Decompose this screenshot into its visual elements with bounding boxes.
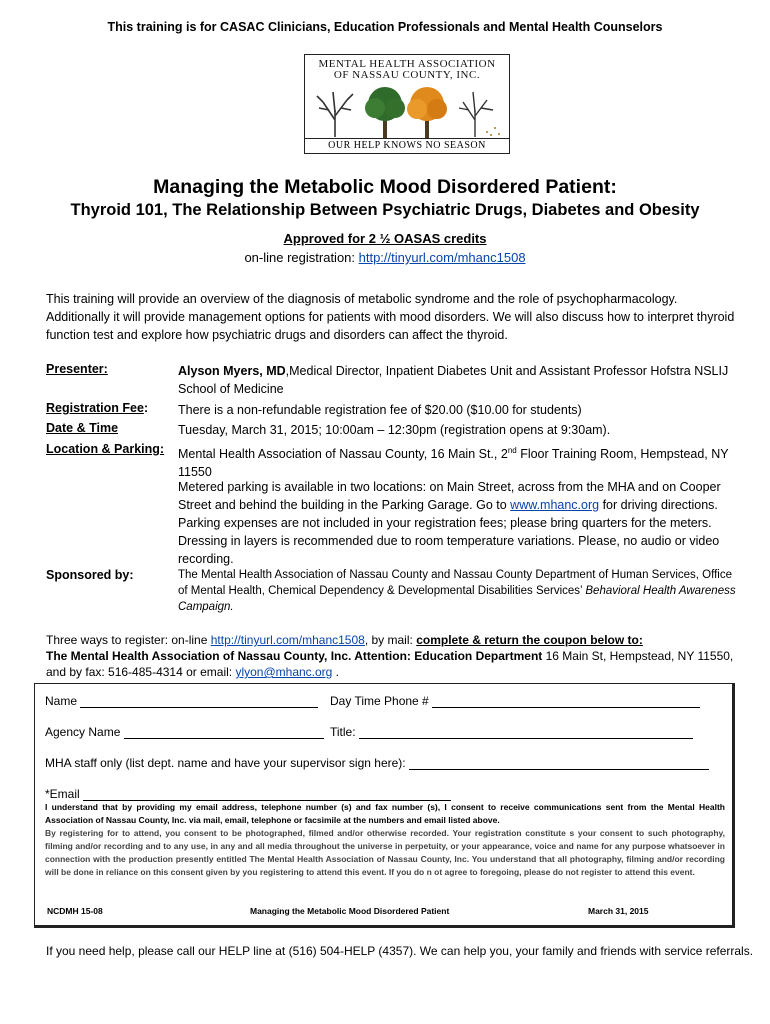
sponsor-text-b: Behavioral Health Awareness Campaign.: [178, 585, 736, 613]
register-ways-a: Three ways to register: on-line: [46, 633, 211, 647]
register-info: [46, 632, 746, 680]
helpline-note: If you need help, please call our HELP line at (516) 504-HELP (4357). We can help you, your family and friends with service referrals.: [46, 944, 754, 958]
register-fax-b: .: [332, 665, 340, 679]
date-label: Date & Time: [46, 421, 119, 435]
sponsor-value: [178, 567, 738, 615]
mha-staff-label: MHA staff only (list dept. name and have your supervisor sign here):: [45, 756, 406, 770]
register-fax: [46, 664, 746, 680]
parking-text-a: Metered parking is available in two locations: on Main Street, across from the MHA and on Cooper Street and behind the building in the Parking Garage. Go to: [178, 480, 721, 512]
audience-note: This training is for CASAC Clinicians, Education Professionals and Mental Health Counselors: [107, 20, 663, 34]
parking-value: [178, 478, 738, 568]
title-field[interactable]: [359, 726, 693, 739]
date-value: Tuesday, March 31, 2015; 10:00am – 12:30pm (registration opens at 9:30am).: [178, 423, 611, 437]
register-attn-rest: 16 Main St, Hempstead, NY 11550,: [542, 649, 734, 663]
footer-date: March 31, 2015: [588, 906, 649, 916]
register-ways: [46, 632, 746, 648]
online-registration: [0, 250, 770, 265]
sponsor-text-a: The Mental Health Association of Nassau County and Nassau County Department of Human Services, Office of Mental Health, Chemical Dependency & Developmental Disabilities Services’: [178, 569, 732, 597]
footer-code: NCDMH 15-08: [47, 906, 103, 916]
four-seasons-trees-icon: [309, 82, 505, 138]
register-email-link[interactable]: ylyon@mhanc.org: [235, 665, 333, 679]
register-online-link[interactable]: http://tinyurl.com/mhanc1508: [210, 633, 365, 647]
agency-label: Agency Name: [45, 725, 121, 739]
location-text-b: Floor Training Room, Hempstead, NY 11550: [178, 447, 729, 480]
mha-staff-field[interactable]: [409, 757, 709, 770]
sponsor-label: Sponsored by:: [46, 568, 134, 582]
location-label: Location & Parking:: [46, 442, 165, 456]
mhanc-website-link[interactable]: www.mhanc.org: [510, 498, 600, 512]
register-fax-a: and by fax: 516-485-4314 or email:: [46, 665, 236, 679]
footer-title: Managing the Metabolic Mood Disordered Patient: [250, 906, 450, 916]
fee-label: [46, 401, 148, 415]
title-label: Title:: [330, 725, 356, 739]
page-subtitle: Thyroid 101, The Relationship Between Psychiatric Drugs, Diabetes and Obesity: [70, 201, 700, 219]
logo-line-1: MENTAL HEALTH ASSOCIATION: [318, 58, 496, 70]
agency-field[interactable]: [124, 726, 324, 739]
presenter-label: Presenter:: [46, 362, 108, 376]
fee-label-colon: :: [143, 401, 149, 415]
mha-staff-row: [45, 756, 709, 770]
register-ways-b: , by mail:: [364, 633, 417, 647]
page-title: Managing the Metabolic Mood Disordered Patient:: [153, 176, 617, 198]
register-attn: [46, 648, 746, 664]
email-field[interactable]: [83, 788, 451, 801]
register-ways-c: complete & return the coupon below to:: [416, 633, 643, 647]
parking-text-b: for driving directions. Parking expenses are not included in your registration fees; please bring quarters for the meters. Dressing in layers is recommended due to room temperature variations. Please, no audio or video recording.: [178, 498, 720, 566]
presenter-desc: ,Medical Director, Inpatient Diabetes Unit and Assistant Professor Hofstra NSLIJ School of Medicine: [178, 364, 729, 396]
fee-value: There is a non-refundable registration fee of $20.00 ($10.00 for students): [178, 403, 582, 417]
email-label: *Email: [45, 787, 80, 801]
intro-paragraph: This training will provide an overview of the diagnosis of metabolic syndrome and the role of psychopharmacology. Additionally it will provide management options for patients with mood disorders. We will also discuss how to interpret thyroid function test and explore how psychiatric drugs and disorders can affect the thyroid.: [46, 292, 735, 342]
location-text-a: Mental Health Association of Nassau County, 16 Main St., 2: [178, 447, 508, 462]
presenter-value: [178, 362, 738, 398]
title-row: [330, 725, 693, 739]
phone-row: [330, 694, 700, 708]
day-phone-label: Day Time Phone #: [330, 694, 429, 708]
logo-line-2: OF NASSAU COUNTY, INC.: [333, 69, 481, 81]
consent-communications: I understand that by providing my email address, telephone number (s) and fax number (s), I consent to receive communications sent from the Mental Health Association of Nassau County, Inc. via mail, email, telephone or facsimile at the numbers and email listed above.: [45, 802, 725, 825]
name-field[interactable]: [80, 695, 318, 708]
approved-credits: Approved for 2 ½ OASAS credits: [283, 231, 487, 246]
name-row: [45, 694, 318, 708]
name-label: Name: [45, 694, 78, 708]
logo-tagline: OUR HELP KNOWS NO SEASON: [305, 138, 509, 153]
registration-coupon: [34, 683, 735, 928]
consent-photography: By registering for to attend, you consent to be photographed, filmed and/or otherwise recorded. Your registration constitute s your consent to such photography, filming and/or recording and to any use, in any and all media throughout the universe in perpetuity, or your appearance, voice and name for any purpose whatsoever in connection with the production presently entitled The Mental Health Association of Nassau County, Inc. You understand that all photography, filming and/or recording will be done in reliance on this consent given by you registering to attend this event. If you do n ot agree to foregoing, please do not register to attend this event.: [45, 828, 725, 877]
register-attn-bold: The Mental Health Association of Nassau County, Inc. Attention: Education Department: [46, 649, 543, 663]
location-sup: nd: [507, 446, 517, 455]
online-registration-link[interactable]: http://tinyurl.com/mhanc1508: [358, 250, 526, 265]
agency-row: [45, 725, 324, 739]
online-registration-label: on-line registration:: [244, 250, 359, 265]
day-phone-field[interactable]: [432, 695, 700, 708]
mha-logo: [304, 54, 510, 154]
email-row: [45, 787, 451, 801]
presenter-name: Alyson Myers, MD: [178, 364, 286, 378]
fee-label-text: Registration Fee: [46, 401, 144, 415]
location-value: [178, 442, 738, 481]
